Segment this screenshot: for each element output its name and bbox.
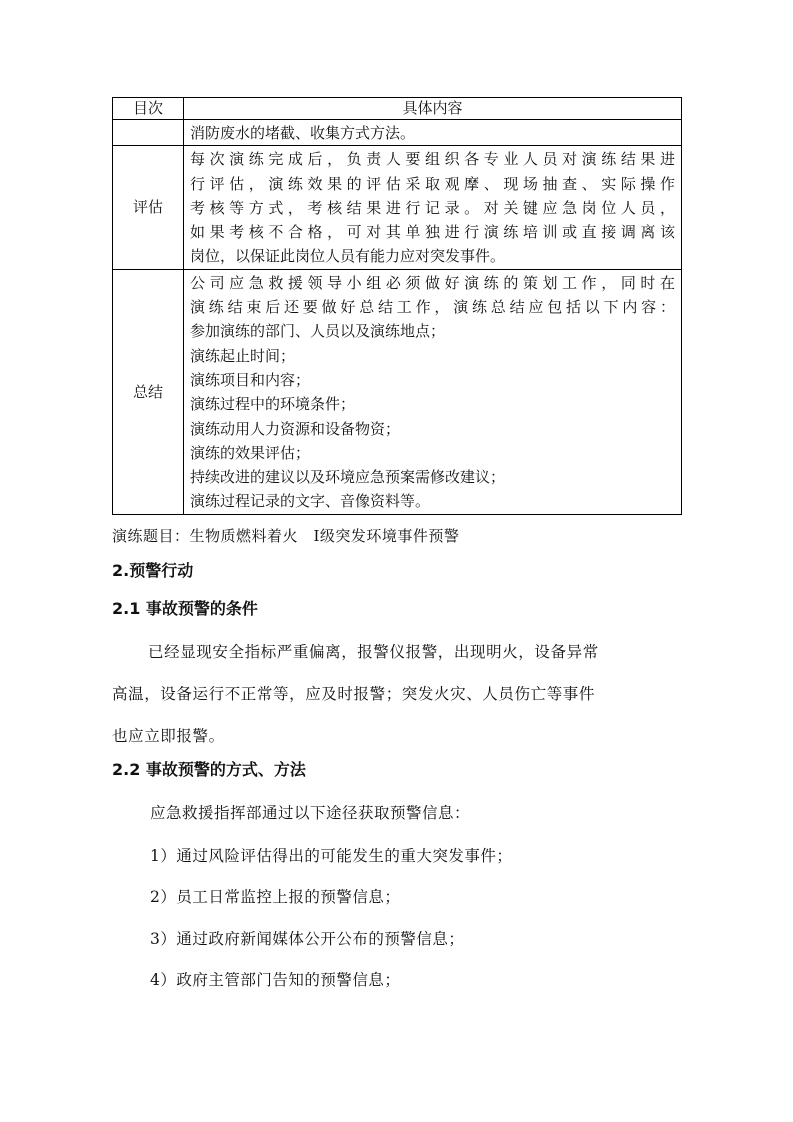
section-title: 2.预警行动	[112, 561, 194, 580]
content-line: 演练起止时间；	[190, 346, 296, 365]
header-col-catalog: 目次	[113, 98, 184, 120]
list-item: 1）通过风险评估得出的可能发生的重大突发事件；	[150, 847, 513, 865]
row-label	[113, 120, 184, 146]
content-line: 演练过程记录的文字、音像资料等。	[190, 492, 431, 511]
content-line: 考核等方式，考核结果进行记录。对关键应急岗位人员，	[190, 198, 675, 217]
content-line: 公司应急救援领导小组必须做好演练的策划工作，同时在	[190, 273, 675, 292]
list-item: 2）员工日常监控上报的预警信息；	[150, 888, 401, 906]
drill-table	[112, 97, 682, 515]
header-col-content: 具体内容	[184, 98, 682, 120]
row-content	[184, 146, 682, 269]
table-row	[113, 269, 682, 514]
content-line: 参加演练的部门、人员以及演练地点；	[190, 322, 446, 341]
row-label-evaluation: 评估	[113, 146, 184, 269]
content-line: 演练项目和内容；	[190, 370, 311, 389]
content-line: 演练动用人力资源和设备物资；	[190, 419, 401, 438]
content-line: 演练过程中的环境条件；	[190, 395, 356, 414]
list-item: 4）政府主管部门告知的预警信息；	[150, 971, 401, 989]
row-content	[184, 269, 682, 514]
table-row	[113, 146, 682, 269]
paragraph-line: 已经显现安全指标严重偏离，报警仪报警，出现明火，设备异常	[148, 643, 599, 661]
subsection-title-conditions: 2.1 事故预警的条件	[112, 599, 258, 618]
content-line: 每次演练完成后，负责人要组织各专业人员对演练结果进	[190, 150, 675, 169]
row-content	[184, 120, 682, 146]
content-line: 持续改进的建议以及环境应急预案需修改建议；	[190, 468, 506, 487]
table-header-row	[113, 98, 682, 120]
paragraph-line: 高温，设备运行不正常等，应及时报警；突发火灾、人员伤亡等事件	[112, 685, 596, 703]
content-line: 行评估，演练效果的评估采取观摩、现场抽查、实际操作	[190, 174, 675, 193]
content-line: 演练结束后还要做好总结工作，演练总结应包括以下内容：	[190, 298, 675, 317]
methods-intro: 应急救援指挥部通过以下途径获取预警信息：	[150, 804, 471, 822]
content-line: 岗位，以保证此岗位人员有能力应对突发事件。	[190, 247, 506, 266]
drill-caption: 演练题目：生物质燃料着火 Ⅰ级突发环境事件预警	[112, 527, 460, 545]
content-line: 如果考核不合格，可对其单独进行演练培训或直接调离该	[190, 223, 675, 242]
paragraph-line: 也应立即报警。	[112, 727, 225, 745]
list-item: 3）通过政府新闻媒体公开公布的预警信息；	[150, 930, 465, 948]
content-line: 消防废水的堵截、收集方式方法。	[190, 124, 416, 142]
table-row	[113, 120, 682, 146]
row-label-summary: 总结	[113, 269, 184, 514]
content-line: 演练的效果评估；	[190, 443, 311, 462]
subsection-title-methods: 2.2 事故预警的方式、方法	[112, 760, 306, 779]
